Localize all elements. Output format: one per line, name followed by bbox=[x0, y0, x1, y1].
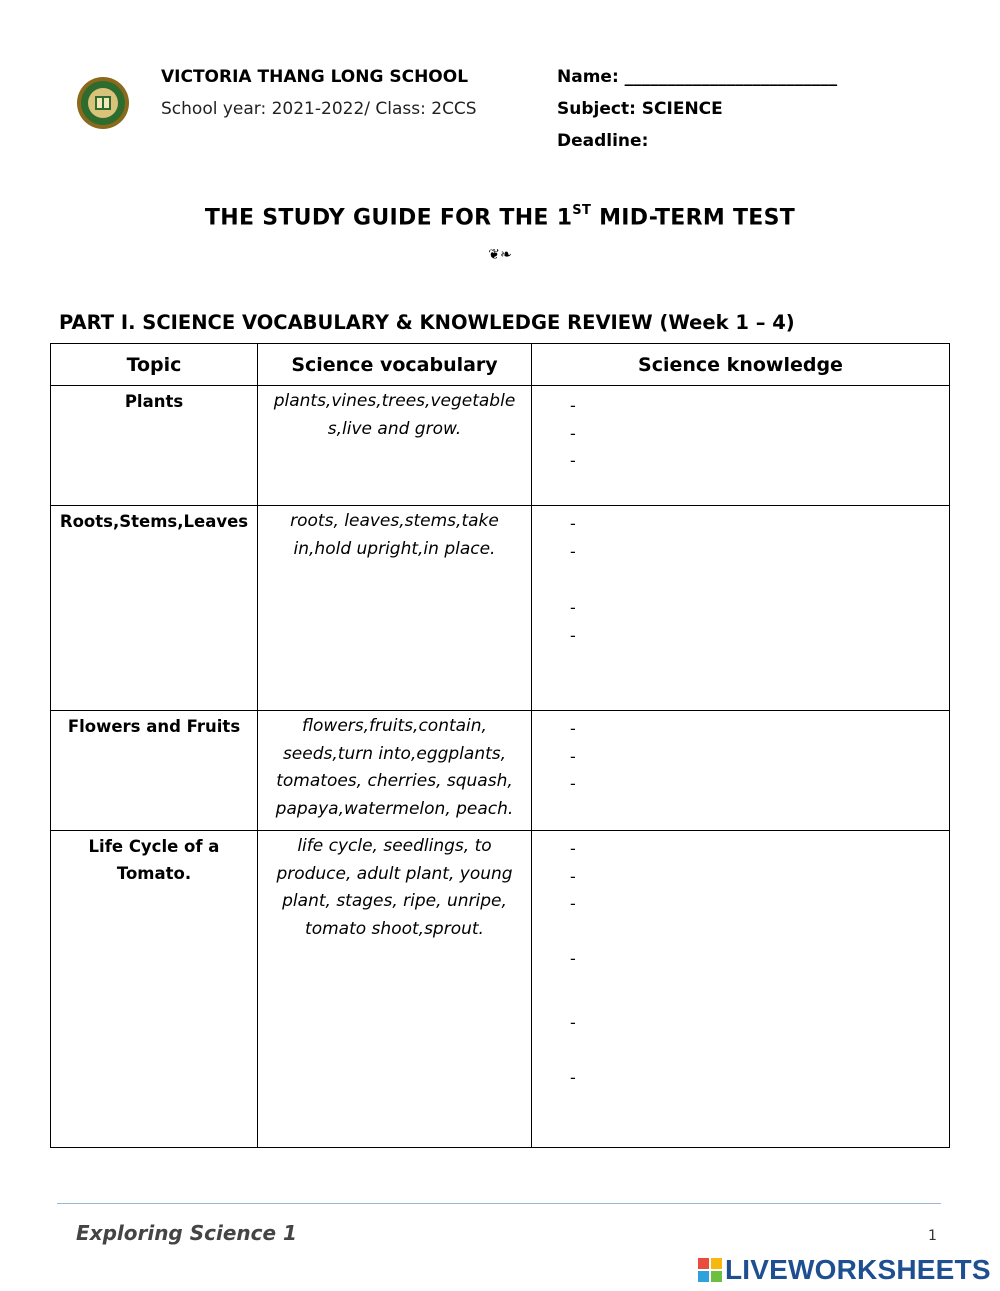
table-row bbox=[51, 386, 950, 506]
study-guide-table bbox=[50, 343, 950, 1148]
title-superscript: ST bbox=[572, 203, 592, 218]
topic-cell: Life Cycle of a Tomato. bbox=[51, 831, 258, 1148]
subject-label: Subject: SCIENCE bbox=[557, 99, 723, 119]
vocabulary-cell: plants,vines,trees,vegetable s,live and grow. bbox=[258, 386, 532, 506]
page-number: 1 bbox=[928, 1228, 937, 1244]
answer-dash: - bbox=[570, 747, 576, 766]
table-row bbox=[51, 506, 950, 711]
school-year: School year: 2021-2022/ Class: 2CCS bbox=[161, 99, 477, 119]
answer-dash: - bbox=[570, 424, 576, 443]
answer-dash: - bbox=[570, 396, 576, 415]
topic-cell: Roots,Stems,Leaves bbox=[51, 506, 258, 711]
liveworksheets-logo[interactable] bbox=[698, 1254, 991, 1286]
answer-dash: - bbox=[570, 894, 576, 913]
answer-dash: - bbox=[570, 626, 576, 645]
knowledge-answer-cell[interactable] bbox=[532, 831, 950, 1148]
vocabulary-cell: life cycle, seedlings, to produce, adult plant, young plant, stages, ripe, unripe, tomato shoot,sprout. bbox=[258, 831, 532, 1148]
answer-dash: - bbox=[570, 839, 576, 858]
title-suffix: MID-TERM TEST bbox=[591, 205, 796, 231]
knowledge-answer-cell[interactable] bbox=[532, 506, 950, 711]
deadline-label: Deadline: bbox=[557, 131, 649, 151]
vocabulary-cell: roots, leaves,stems,take in,hold upright,in place. bbox=[258, 506, 532, 711]
table-row bbox=[51, 711, 950, 831]
topic-cell: Plants bbox=[51, 386, 258, 506]
topic-cell: Flowers and Fruits bbox=[51, 711, 258, 831]
school-crest-icon bbox=[76, 76, 130, 130]
table-header-row bbox=[51, 344, 950, 386]
footer-divider bbox=[57, 1203, 941, 1204]
answer-dash: - bbox=[570, 598, 576, 617]
liveworksheets-wordmark: LIVEWORKSHEETS bbox=[725, 1254, 991, 1285]
answer-dash: - bbox=[570, 949, 576, 968]
answer-dash: - bbox=[570, 1013, 576, 1032]
answer-dash: - bbox=[570, 867, 576, 886]
answer-dash: - bbox=[570, 774, 576, 793]
column-header-knowledge: Science knowledge bbox=[532, 344, 950, 386]
table-row bbox=[51, 831, 950, 1148]
answer-dash: - bbox=[570, 719, 576, 738]
part-heading: PART I. SCIENCE VOCABULARY & KNOWLEDGE REVIEW (Week 1 – 4) bbox=[59, 311, 795, 334]
answer-dash: - bbox=[570, 451, 576, 470]
title-prefix: THE STUDY GUIDE FOR THE 1 bbox=[204, 205, 573, 231]
answer-dash: - bbox=[570, 514, 576, 533]
title-ornament: ❦❧ bbox=[488, 247, 512, 263]
answer-dash: - bbox=[570, 1068, 576, 1087]
column-header-vocabulary: Science vocabulary bbox=[258, 344, 532, 386]
student-name-field[interactable]: Name: _________________________ bbox=[557, 67, 838, 87]
liveworksheets-blocks-icon bbox=[698, 1258, 722, 1282]
footer-book-title: Exploring Science 1 bbox=[76, 1221, 297, 1245]
page-title bbox=[0, 205, 1000, 230]
school-name: VICTORIA THANG LONG SCHOOL bbox=[161, 67, 469, 87]
answer-dash: - bbox=[570, 542, 576, 561]
knowledge-answer-cell[interactable] bbox=[532, 711, 950, 831]
vocabulary-cell: flowers,fruits,contain, seeds,turn into,eggplants, tomatoes, cherries, squash, papaya,watermelon, peach. bbox=[258, 711, 532, 831]
column-header-topic: Topic bbox=[51, 344, 258, 386]
knowledge-answer-cell[interactable] bbox=[532, 386, 950, 506]
